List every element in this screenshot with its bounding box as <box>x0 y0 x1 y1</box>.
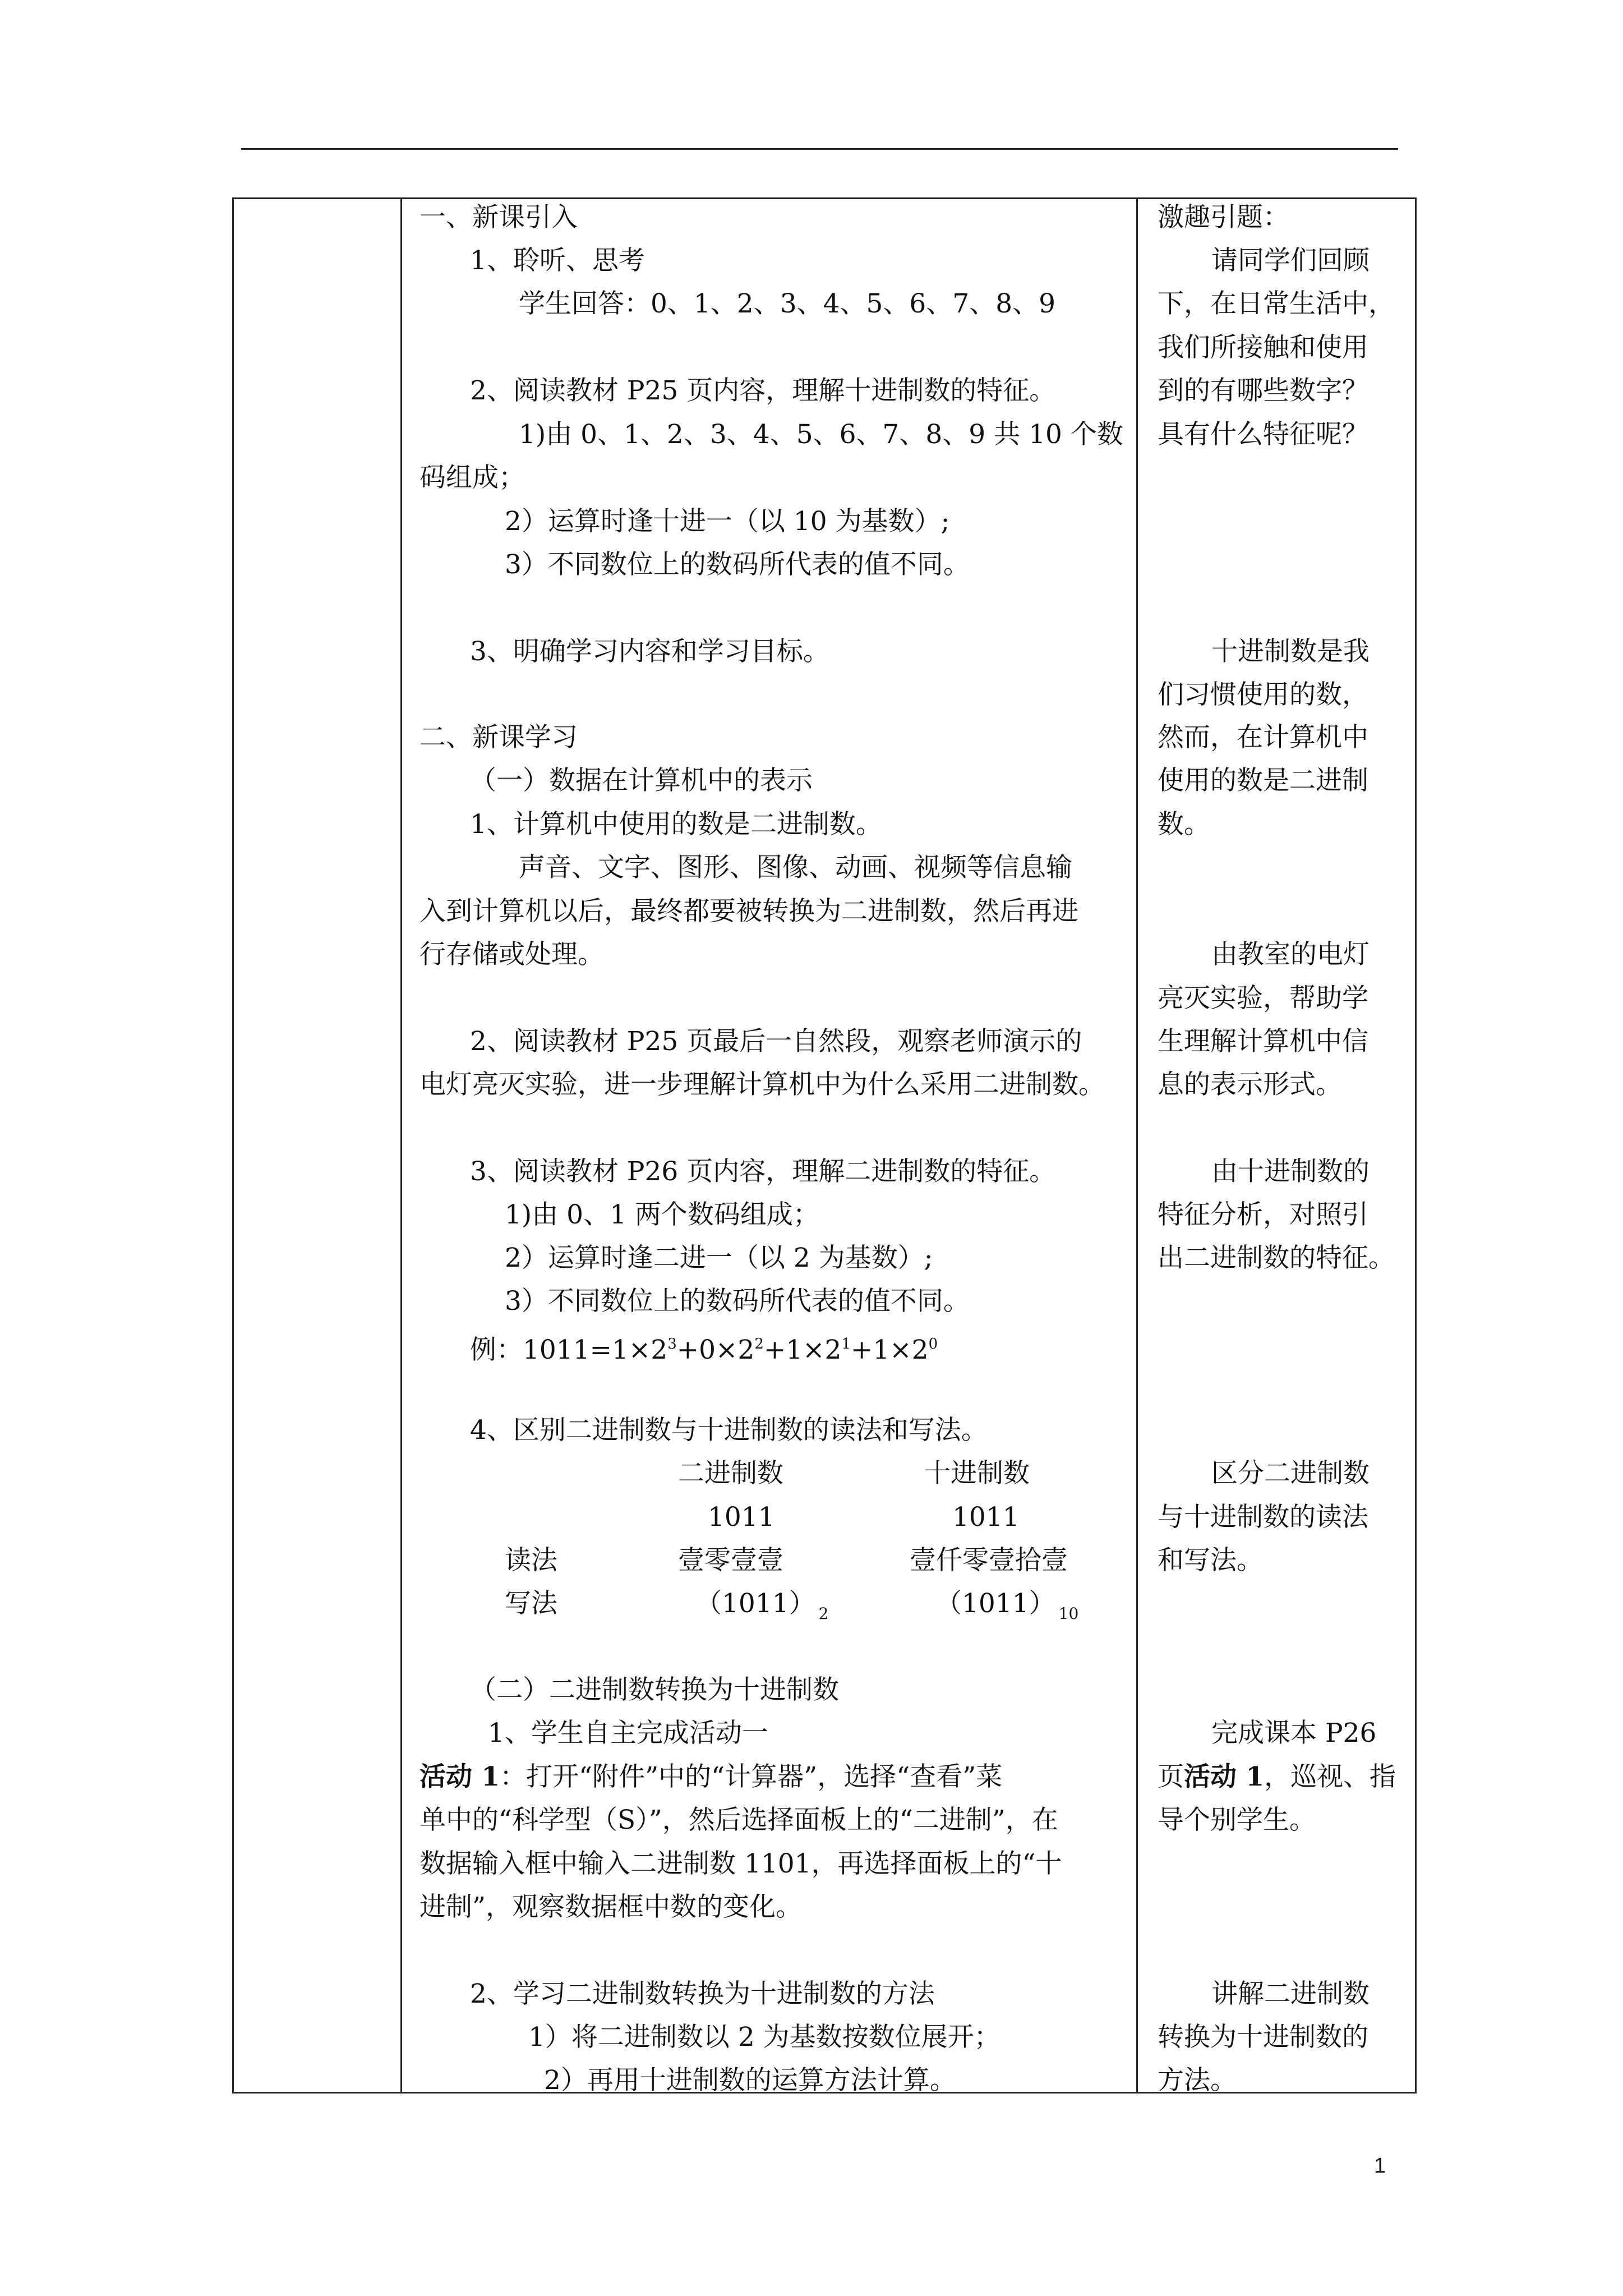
note-line: 出二进制数的特征。 <box>1158 1243 1395 1273</box>
note-line: 然而，在计算机中 <box>1158 722 1368 753</box>
note-line: 们习惯使用的数， <box>1158 679 1368 710</box>
note-line: 数。 <box>1158 809 1210 840</box>
note-line: 由十进制数的 <box>1211 1156 1370 1187</box>
note-title: 激趣引题： <box>1158 202 1289 233</box>
step-text: 1、学生自主完成活动一 <box>488 1718 768 1749</box>
step-text: 3）不同数位上的数码所代表的值不同。 <box>505 1286 970 1317</box>
comparison-header: 十进制数 <box>924 1458 1030 1489</box>
paragraph-line: 行存储或处理。 <box>419 939 604 970</box>
step-text: 2）运算时逢二进一（以 2 为基数）; <box>505 1243 933 1273</box>
note-line: 区分二进制数 <box>1211 1458 1370 1489</box>
step-text: 1）将二进制数以 2 为基数按数位展开； <box>528 2022 1000 2053</box>
note-line: 特征分析，对照引 <box>1158 1199 1368 1230</box>
note-line: 我们所接触和使用 <box>1158 332 1368 363</box>
step-text: 1)由 0、1 两个数码组成； <box>505 1199 819 1230</box>
note-line: 导个别学生。 <box>1158 1805 1316 1835</box>
note-line: 亮灭实验，帮助学 <box>1158 983 1368 1014</box>
comparison-row-label: 读法 <box>505 1545 557 1576</box>
comparison-value: 壹仟零壹拾壹 <box>910 1545 1068 1576</box>
step-text: 1)由 0、1、2、3、4、5、6、7、8、9 共 10 个数 <box>519 419 1123 450</box>
note-line: 息的表示形式。 <box>1158 1069 1342 1100</box>
example-formula: 例：$1011=1\times 2^3+0\times 2^2+1\times 2^1+1\times 2^0$ <box>470 1335 938 1365</box>
subsection-heading: （一）数据在计算机中的表示 <box>470 765 813 796</box>
note-line: 下，在日常生活中， <box>1158 288 1395 319</box>
step-text: 1、计算机中使用的数是二进制数。 <box>470 809 882 840</box>
comparison-value: 壹零壹壹 <box>678 1545 783 1576</box>
page-number: 1 <box>1374 2154 1386 2178</box>
note-line: 具有什么特征呢？ <box>1158 419 1368 450</box>
note-line: 讲解二进制数 <box>1211 1978 1370 2009</box>
step-text: 2）运算时逢十进一（以 10 为基数）; <box>505 506 950 537</box>
comparison-value: （1011） $_2$ <box>695 1588 829 1623</box>
step-text: 码组成； <box>419 462 525 493</box>
note-line: 与十进制数的读法 <box>1158 1502 1368 1533</box>
comparison-value: 1011 <box>708 1502 775 1533</box>
note-line: 由教室的电灯 <box>1211 939 1370 970</box>
note-line: 生理解计算机中信 <box>1158 1026 1368 1057</box>
step-text: 2、阅读教材 P25 页内容，理解十进制数的特征。 <box>470 375 1056 406</box>
paragraph-line: 电灯亮灭实验，进一步理解计算机中为什么采用二进制数。 <box>419 1069 1105 1100</box>
step-text: 3、阅读教材 P26 页内容，理解二进制数的特征。 <box>470 1156 1056 1187</box>
step-text: 3、明确学习内容和学习目标。 <box>470 636 829 667</box>
comparison-value: 1011 <box>952 1502 1020 1533</box>
comparison-row-label: 写法 <box>505 1588 557 1619</box>
paragraph-line: 声音、文字、图形、图像、动画、视频等信息输 <box>519 852 1072 883</box>
note-line: 到的有哪些数字？ <box>1158 375 1368 406</box>
note-line: 请同学们回顾 <box>1211 245 1370 276</box>
header-rule <box>241 148 1398 150</box>
activity-line: 单中的“科学型（S）”，然后选择面板上的“二进制”，在 <box>419 1805 1058 1835</box>
comparison-header: 二进制数 <box>678 1458 783 1489</box>
step-text: 2、学习二进制数转换为十进制数的方法 <box>470 1978 935 2009</box>
step-text: 3）不同数位上的数码所代表的值不同。 <box>505 549 970 580</box>
note-line: 方法。 <box>1158 2065 1237 2096</box>
comparison-value: （1011） $_{10}$ <box>935 1588 1079 1623</box>
paragraph-line: 入到计算机以后，最终都要被转换为二进制数，然后再进 <box>419 896 1078 927</box>
subsection-heading: （二）二进制数转换为十进制数 <box>470 1674 839 1705</box>
column-divider <box>1136 199 1138 2092</box>
activity-line: 进制”，观察数据框中数的变化。 <box>419 1892 803 1922</box>
section-heading: 一、新课引入 <box>419 202 578 233</box>
step-text: 2）再用十进制数的运算方法计算。 <box>544 2065 956 2096</box>
note-line: 页活动 1，巡视、指 <box>1158 1761 1396 1792</box>
section-heading: 二、新课学习 <box>419 722 578 753</box>
column-divider <box>400 199 402 2092</box>
paragraph-line: 2、阅读教材 P25 页最后一自然段，观察老师演示的 <box>470 1026 1082 1057</box>
note-line: 完成课本 P26 <box>1211 1718 1377 1749</box>
note-line: 和写法。 <box>1158 1545 1263 1576</box>
activity-line: 数据输入框中输入二进制数 1101，再选择面板上的“十 <box>419 1848 1062 1879</box>
step-text: 1、聆听、思考 <box>470 245 645 276</box>
step-text: 4、区别二进制数与十进制数的读法和写法。 <box>470 1415 988 1446</box>
step-text: 学生回答：0、1、2、3、4、5、6、7、8、9 <box>519 288 1056 319</box>
activity-line: 活动 1：打开“附件”中的“计算器”，选择“查看”菜 <box>419 1761 1003 1792</box>
note-line: 转换为十进制数的 <box>1158 2022 1368 2053</box>
note-line: 使用的数是二进制 <box>1158 765 1368 796</box>
note-line: 十进制数是我 <box>1211 636 1370 667</box>
